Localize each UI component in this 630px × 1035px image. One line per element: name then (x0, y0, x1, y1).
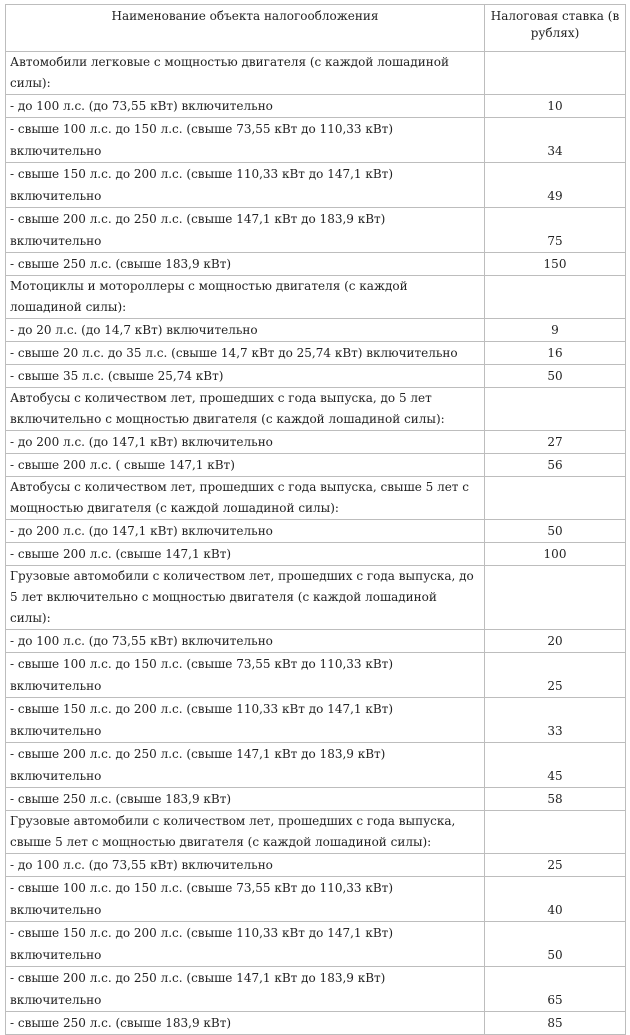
object-name-cell: - свыше 100 л.с. до 150 л.с. (свыше 73,55 кВт до 110,33 кВт) включительно (6, 877, 485, 922)
table-row (6, 118, 626, 163)
tax-rate-cell: 45 (485, 743, 626, 788)
object-name-cell: - свыше 200 л.с. до 250 л.с. (свыше 147,1 кВт до 183,9 кВт) включительно (6, 743, 485, 788)
tax-rate-cell: 50 (485, 922, 626, 967)
object-name-cell: - свыше 20 л.с. до 35 л.с. (свыше 14,7 кВт до 25,74 кВт) включительно (6, 342, 485, 365)
table-row (6, 319, 626, 342)
group-title-cell: Автобусы с количеством лет, прошедших с года выпуска, до 5 лет включительно с мощностью двигателя (с каждой лошадиной силы): (6, 388, 485, 431)
table-row (6, 543, 626, 566)
tax-rate-cell: 10 (485, 95, 626, 118)
tax-rate-table (5, 4, 626, 1035)
table-group-row (6, 52, 626, 95)
tax-rate-cell: 100 (485, 543, 626, 566)
group-title-cell: Автобусы с количеством лет, прошедших с года выпуска, свыше 5 лет с мощностью двигателя (с каждой лошадиной силы): (6, 477, 485, 520)
object-name-cell: - до 100 л.с. (до 73,55 кВт) включительно (6, 854, 485, 877)
table-row (6, 743, 626, 788)
table-row (6, 967, 626, 1012)
table-body (6, 52, 626, 1035)
table-row (6, 653, 626, 698)
table-row (6, 365, 626, 388)
tax-rate-cell: 40 (485, 877, 626, 922)
tax-rate-cell: 56 (485, 454, 626, 477)
object-name-cell: - свыше 200 л.с. (свыше 147,1 кВт) (6, 543, 485, 566)
object-name-cell: - свыше 250 л.с. (свыше 183,9 кВт) (6, 788, 485, 811)
tax-rate-cell: 50 (485, 365, 626, 388)
tax-rate-cell: 25 (485, 653, 626, 698)
tax-rate-cell (485, 566, 626, 630)
table-group-row (6, 477, 626, 520)
object-name-cell: - свыше 150 л.с. до 200 л.с. (свыше 110,33 кВт до 147,1 кВт) включительно (6, 922, 485, 967)
tax-rate-cell: 50 (485, 520, 626, 543)
table-group-row (6, 566, 626, 630)
table-row (6, 630, 626, 653)
table-row (6, 342, 626, 365)
table-row (6, 208, 626, 253)
group-title-cell: Грузовые автомобили с количеством лет, прошедших с года выпуска, свыше 5 лет с мощностью двигателя (с каждой лошадиной силы): (6, 811, 485, 854)
table-row (6, 163, 626, 208)
object-name-cell: - свыше 200 л.с. ( свыше 147,1 кВт) (6, 454, 485, 477)
group-title-cell: Автомобили легковые с мощностью двигателя (с каждой лошадиной силы): (6, 52, 485, 95)
tax-rate-cell: 9 (485, 319, 626, 342)
table-row (6, 877, 626, 922)
tax-rate-cell (485, 388, 626, 431)
object-name-cell: - свыше 100 л.с. до 150 л.с. (свыше 73,55 кВт до 110,33 кВт) включительно (6, 118, 485, 163)
table-row (6, 454, 626, 477)
table-row (6, 854, 626, 877)
tax-rate-cell: 150 (485, 253, 626, 276)
group-title-cell: Мотоциклы и мотороллеры с мощностью двигателя (с каждой лошадиной силы): (6, 276, 485, 319)
object-name-cell: - свыше 150 л.с. до 200 л.с. (свыше 110,33 кВт до 147,1 кВт) включительно (6, 163, 485, 208)
column-header-object: Наименование объекта налогообложения (6, 5, 485, 52)
tax-rate-cell: 65 (485, 967, 626, 1012)
object-name-cell: - свыше 150 л.с. до 200 л.с. (свыше 110,33 кВт до 147,1 кВт) включительно (6, 698, 485, 743)
tax-rate-cell: 85 (485, 1012, 626, 1035)
object-name-cell: - до 100 л.с. (до 73,55 кВт) включительно (6, 95, 485, 118)
tax-rate-cell: 27 (485, 431, 626, 454)
object-name-cell: - свыше 200 л.с. до 250 л.с. (свыше 147,1 кВт до 183,9 кВт) включительно (6, 208, 485, 253)
object-name-cell: - свыше 200 л.с. до 250 л.с. (свыше 147,1 кВт до 183,9 кВт) включительно (6, 967, 485, 1012)
object-name-cell: - свыше 35 л.с. (свыше 25,74 кВт) (6, 365, 485, 388)
group-title-cell: Грузовые автомобили с количеством лет, прошедших с года выпуска, до 5 лет включительно с мощностью двигателя (с каждой лошадиной силы): (6, 566, 485, 630)
tax-rate-cell: 20 (485, 630, 626, 653)
table-row (6, 431, 626, 454)
table-row (6, 95, 626, 118)
table-header-row (6, 5, 626, 52)
table-group-row (6, 276, 626, 319)
column-header-rate: Налоговая ставка (в рублях) (485, 5, 626, 52)
table-row (6, 698, 626, 743)
table-group-row (6, 388, 626, 431)
table-row (6, 520, 626, 543)
tax-rate-cell: 75 (485, 208, 626, 253)
tax-rate-cell: 49 (485, 163, 626, 208)
object-name-cell: - свыше 100 л.с. до 150 л.с. (свыше 73,55 кВт до 110,33 кВт) включительно (6, 653, 485, 698)
tax-rate-cell: 25 (485, 854, 626, 877)
tax-rate-cell: 58 (485, 788, 626, 811)
table-group-row (6, 811, 626, 854)
table-row (6, 922, 626, 967)
tax-rate-cell (485, 276, 626, 319)
tax-rate-cell (485, 477, 626, 520)
tax-rate-cell: 34 (485, 118, 626, 163)
object-name-cell: - до 200 л.с. (до 147,1 кВт) включительно (6, 520, 485, 543)
table-row (6, 1012, 626, 1035)
tax-rate-cell (485, 52, 626, 95)
table-row (6, 253, 626, 276)
tax-rate-cell: 16 (485, 342, 626, 365)
tax-rate-cell: 33 (485, 698, 626, 743)
object-name-cell: - свыше 250 л.с. (свыше 183,9 кВт) (6, 1012, 485, 1035)
object-name-cell: - до 20 л.с. (до 14,7 кВт) включительно (6, 319, 485, 342)
tax-rate-cell (485, 811, 626, 854)
object-name-cell: - до 100 л.с. (до 73,55 кВт) включительно (6, 630, 485, 653)
object-name-cell: - свыше 250 л.с. (свыше 183,9 кВт) (6, 253, 485, 276)
table-row (6, 788, 626, 811)
object-name-cell: - до 200 л.с. (до 147,1 кВт) включительно (6, 431, 485, 454)
